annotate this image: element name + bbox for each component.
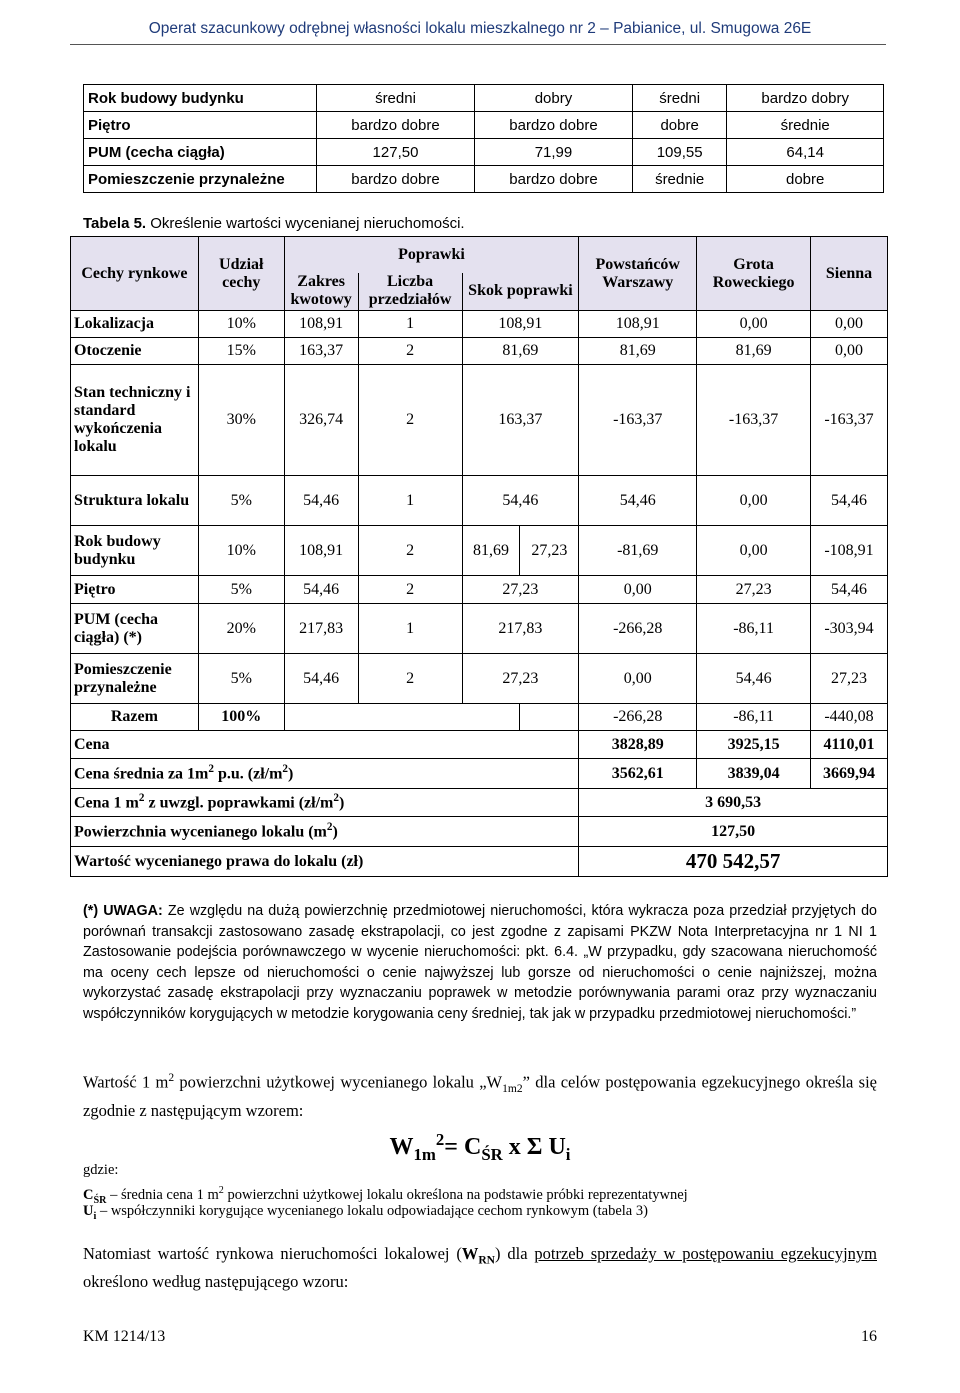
underlined-text: potrzeb sprzedaży w postępowaniu egzekucyjnym xyxy=(534,1244,877,1263)
row-label: Piętro xyxy=(84,112,317,139)
table-cell: -266,28 xyxy=(579,604,697,654)
row-label: Stan techniczny i standard wykończenia lokalu xyxy=(71,365,199,476)
comparison-table-top xyxy=(83,84,884,193)
table-cell: -163,37 xyxy=(811,365,888,476)
label-part: ) xyxy=(332,823,338,841)
text: określono według następującego wzoru: xyxy=(83,1272,349,1292)
table-cell: 81,69 xyxy=(462,526,520,576)
header-grota: Grota Roweckiego xyxy=(697,237,811,311)
table-row xyxy=(71,654,888,704)
cena-1m2-row xyxy=(71,789,888,817)
table-cell: 0,00 xyxy=(579,576,697,604)
text: powierzchni użytkowej lokalu określona na podstawie próbki reprezentatywnej xyxy=(223,1186,688,1203)
table-row xyxy=(71,604,888,654)
table-cell: średnie xyxy=(727,112,884,139)
table-cell: 54,46 xyxy=(284,654,358,704)
sup: 2 xyxy=(435,1130,445,1149)
table-cell: 0,00 xyxy=(811,311,888,338)
table-cell: 5% xyxy=(198,576,284,604)
table-cell: 1 xyxy=(358,604,462,654)
header-row xyxy=(71,237,888,273)
powierzchnia-row xyxy=(71,817,888,847)
table-cell: 4110,01 xyxy=(811,731,888,759)
sub: i xyxy=(565,1144,571,1164)
table-cell: 108,91 xyxy=(579,311,697,338)
wartosc-label: Wartość wycenianego prawa do lokalu (zł) xyxy=(71,847,579,877)
table-cell: 1 xyxy=(358,476,462,526)
powierzchnia-label xyxy=(71,817,579,847)
table-cell: 3562,61 xyxy=(579,759,697,789)
caption-text: Określenie wartości wycenianej nieruchomości. xyxy=(150,215,465,232)
table-cell: 0,00 xyxy=(811,338,888,365)
cena-srednia-label xyxy=(71,759,579,789)
sub: ŚR xyxy=(481,1144,503,1164)
sub: 1m xyxy=(413,1144,436,1164)
row-label: Pomieszczenie przynależne xyxy=(84,166,317,193)
cena-1m2-label xyxy=(71,789,579,817)
text: ) dla xyxy=(495,1244,535,1263)
row-label: Struktura lokalu xyxy=(71,476,199,526)
sub: ŚR xyxy=(93,1194,107,1206)
sub: RN xyxy=(478,1254,496,1267)
table-cell: -163,37 xyxy=(579,365,697,476)
text: powierzchni użytkowej wycenianego lokalu „W xyxy=(174,1072,503,1092)
table-cell: 27,23 xyxy=(697,576,811,604)
table-cell: 2 xyxy=(358,576,462,604)
sup: 2 xyxy=(333,792,339,805)
gdzie-label: gdzie: xyxy=(83,1162,119,1178)
sym: W xyxy=(461,1244,479,1263)
valuation-table xyxy=(70,236,888,877)
footer-doc-id: KM 1214/13 xyxy=(83,1328,166,1345)
note-label: (*) UWAGA: xyxy=(83,903,163,919)
cena-label: Cena xyxy=(71,731,579,759)
table-cell: bardzo dobry xyxy=(727,85,884,112)
note-paragraph xyxy=(83,901,877,1024)
table-cell: -440,08 xyxy=(811,704,888,731)
razem-label: Razem xyxy=(71,704,199,731)
page-header-title: Operat szacunkowy odrębnej własności lokalu mieszkalnego nr 2 – Pabianice, ul. Smugowa 26E xyxy=(148,20,812,37)
table-row xyxy=(71,576,888,604)
header-udzial-cechy: Udział cechy xyxy=(198,237,284,311)
page-number: 16 xyxy=(861,1328,877,1345)
header-powstancow: Powstańców Warszawy xyxy=(579,237,697,311)
table-cell: 0,00 xyxy=(697,476,811,526)
table-cell: -108,91 xyxy=(811,526,888,576)
sym: = C xyxy=(444,1134,482,1160)
table-cell: 54,46 xyxy=(462,476,579,526)
table-cell: średni xyxy=(317,85,475,112)
wartosc-value: 470 542,57 xyxy=(579,847,888,877)
table-cell: bardzo dobre xyxy=(317,166,475,193)
table-row xyxy=(71,365,888,476)
table-cell: -86,11 xyxy=(697,604,811,654)
table-row xyxy=(71,338,888,365)
table-cell: 10% xyxy=(198,311,284,338)
table-cell: 108,91 xyxy=(462,311,579,338)
table-cell: 2 xyxy=(358,654,462,704)
header-zakres-kwotowy: Zakres kwotowy xyxy=(284,273,358,311)
label-part: p.u. (zł/m xyxy=(213,765,283,783)
table-cell: 3925,15 xyxy=(697,731,811,759)
table-cell: 0,00 xyxy=(697,526,811,576)
sym: U xyxy=(83,1203,94,1219)
sup: 2 xyxy=(282,763,289,776)
row-label: PUM (cecha ciągła) (*) xyxy=(71,604,199,654)
table-cell: 64,14 xyxy=(727,139,884,166)
razem-row xyxy=(71,704,888,731)
table-cell: 27,23 xyxy=(462,654,579,704)
table-cell: 15% xyxy=(198,338,284,365)
table-cell: 2 xyxy=(358,338,462,365)
table-cell: 217,83 xyxy=(284,604,358,654)
table-row xyxy=(84,139,884,166)
table-cell: 5% xyxy=(198,654,284,704)
cena-srednia-row xyxy=(71,759,888,789)
sub: i xyxy=(93,1210,97,1222)
table-cell: -81,69 xyxy=(579,526,697,576)
label-part: Cena średnia za 1m xyxy=(74,765,209,783)
header-sienna: Sienna xyxy=(811,237,888,311)
cena-row xyxy=(71,731,888,759)
table-cell: 81,69 xyxy=(462,338,579,365)
cena-1m2-value: 3 690,53 xyxy=(579,789,888,817)
table-cell: 127,50 xyxy=(317,139,475,166)
sup: 2 xyxy=(138,792,145,805)
sup: 2 xyxy=(326,821,333,834)
table-cell: 5% xyxy=(198,476,284,526)
table-cell: 3669,94 xyxy=(811,759,888,789)
label-part: z uwzgl. poprawkami (zł/m xyxy=(144,794,334,812)
table-cell: 27,23 xyxy=(462,576,579,604)
table-cell: 54,46 xyxy=(284,576,358,604)
table-cell: 163,37 xyxy=(462,365,579,476)
table-cell: 54,46 xyxy=(284,476,358,526)
table-caption xyxy=(83,215,465,232)
text: – współczynniki korygujące wycenianego lokalu odpowiadające cechom rynkowym (tabela 3) xyxy=(96,1203,648,1219)
row-label: Piętro xyxy=(71,576,199,604)
table-cell: 3839,04 xyxy=(697,759,811,789)
header-liczba-przedzialow: Liczba przedziałów xyxy=(358,273,462,311)
row-label: Otoczenie xyxy=(71,338,199,365)
table-cell: -86,11 xyxy=(697,704,811,731)
razem-udzial: 100% xyxy=(198,704,284,731)
table-cell: bardzo dobre xyxy=(474,112,632,139)
label-part: ) xyxy=(338,794,345,812)
table-cell: 108,91 xyxy=(284,526,358,576)
table-cell: 326,74 xyxy=(284,365,358,476)
table-cell: 3828,89 xyxy=(579,731,697,759)
table-cell: -163,37 xyxy=(697,365,811,476)
paragraph-wartosc-1m2 xyxy=(83,1067,877,1122)
table-cell: 0,00 xyxy=(697,311,811,338)
table-cell: 109,55 xyxy=(632,139,726,166)
table-cell: średni xyxy=(632,85,726,112)
row-label: Pomieszczenie przynależne xyxy=(71,654,199,704)
wartosc-row xyxy=(71,847,888,877)
paragraph-wartosc-rynkowa xyxy=(83,1243,877,1293)
header-cechy-rynkowe: Cechy rynkowe xyxy=(71,237,199,311)
powierzchnia-value: 127,50 xyxy=(579,817,888,847)
table-row xyxy=(71,476,888,526)
sup: 2 xyxy=(218,1185,224,1196)
sup: 2 xyxy=(208,763,214,776)
table-cell: 54,46 xyxy=(811,476,888,526)
table-cell: 217,83 xyxy=(462,604,579,654)
table-cell: 10% xyxy=(198,526,284,576)
text: – średnia cena 1 m xyxy=(106,1186,219,1203)
table-cell: 81,69 xyxy=(579,338,697,365)
row-label: Rok budowy budynku xyxy=(84,85,317,112)
table-cell: 27,23 xyxy=(811,654,888,704)
table-cell: 0,00 xyxy=(579,654,697,704)
label-part: ) xyxy=(288,765,294,783)
table-cell: -303,94 xyxy=(811,604,888,654)
table-cell: 54,46 xyxy=(811,576,888,604)
table-cell: 163,37 xyxy=(284,338,358,365)
table-row xyxy=(84,166,884,193)
table-row xyxy=(84,112,884,139)
header-skok-poprawki: Skok poprawki xyxy=(462,273,579,311)
text: ” dla celów postępowania egzekucyjnego określa się zgodnie z następującym wzorem: xyxy=(83,1072,877,1120)
header-divider xyxy=(70,44,886,45)
table-row xyxy=(84,85,884,112)
table-cell: dobre xyxy=(632,112,726,139)
table-cell: 2 xyxy=(358,365,462,476)
row-label: PUM (cecha ciągła) xyxy=(84,139,317,166)
table-row xyxy=(71,311,888,338)
gdzie-u-definition xyxy=(83,1201,883,1227)
empty-cell xyxy=(284,704,520,731)
sym: W xyxy=(389,1134,414,1160)
row-label: Lokalizacja xyxy=(71,311,199,338)
table-cell: -266,28 xyxy=(579,704,697,731)
sym: x Σ U xyxy=(502,1134,566,1160)
text: Natomiast wartość rynkowa nieruchomości lokalowej ( xyxy=(83,1244,462,1263)
table-cell: 20% xyxy=(198,604,284,654)
table-cell: 81,69 xyxy=(697,338,811,365)
table-row xyxy=(71,526,888,576)
sym: C xyxy=(83,1186,94,1203)
caption-label: Tabela 5. xyxy=(83,215,147,232)
row-label: Rok budowy budynku xyxy=(71,526,199,576)
empty-cell xyxy=(520,704,579,731)
table-cell: 1 xyxy=(358,311,462,338)
sub: 1m2 xyxy=(502,1082,523,1095)
table-cell: 71,99 xyxy=(474,139,632,166)
table-cell: 108,91 xyxy=(284,311,358,338)
table-cell: 27,23 xyxy=(520,526,579,576)
table-cell: bardzo dobre xyxy=(317,112,475,139)
note-text: Ze względu na dużą powierzchnię przedmiotowej nieruchomości, która wykracza poza przedział przyjętych do porównań transakcji zastosowano zasadę ekstrapolacji, co jest zgodne z zapisami PKZW Nota Interpretacyjna nr 1 NI 1 Zastosowanie podejścia porównawczego w wycenie nieruchomości: pkt. 6.4. „W przypadku, gdy szacowana nieruchomość ma oceny cech lepsze od nieruchomości o cenie najwyższej lub gorsze od nieruchomości o cenie najniższej, można wykorzystać zasadę ekstrapolacji przy wyznaczaniu poprawek w metodzie porównywania parami oraz przy wyznaczaniu współczynników korygujących w metodzie korygowania ceny średniej, tak jak w przypadku przedmiotowej nieruchomości.” xyxy=(83,903,878,1022)
table-cell: bardzo dobre xyxy=(474,166,632,193)
table-cell: dobry xyxy=(474,85,632,112)
table-cell: średnie xyxy=(632,166,726,193)
table-cell: dobre xyxy=(727,166,884,193)
label-part: Powierzchnia wycenianego lokalu (m xyxy=(74,823,327,841)
sup: 2 xyxy=(168,1072,175,1084)
text: Wartość 1 m xyxy=(83,1072,169,1092)
header-poprawki: Poprawki xyxy=(284,237,579,273)
table-cell: 54,46 xyxy=(579,476,697,526)
table-cell: 2 xyxy=(358,526,462,576)
page-footer xyxy=(83,1328,877,1346)
table-cell: 54,46 xyxy=(697,654,811,704)
table-cell: 30% xyxy=(198,365,284,476)
label-part: Cena 1 m xyxy=(74,794,139,812)
